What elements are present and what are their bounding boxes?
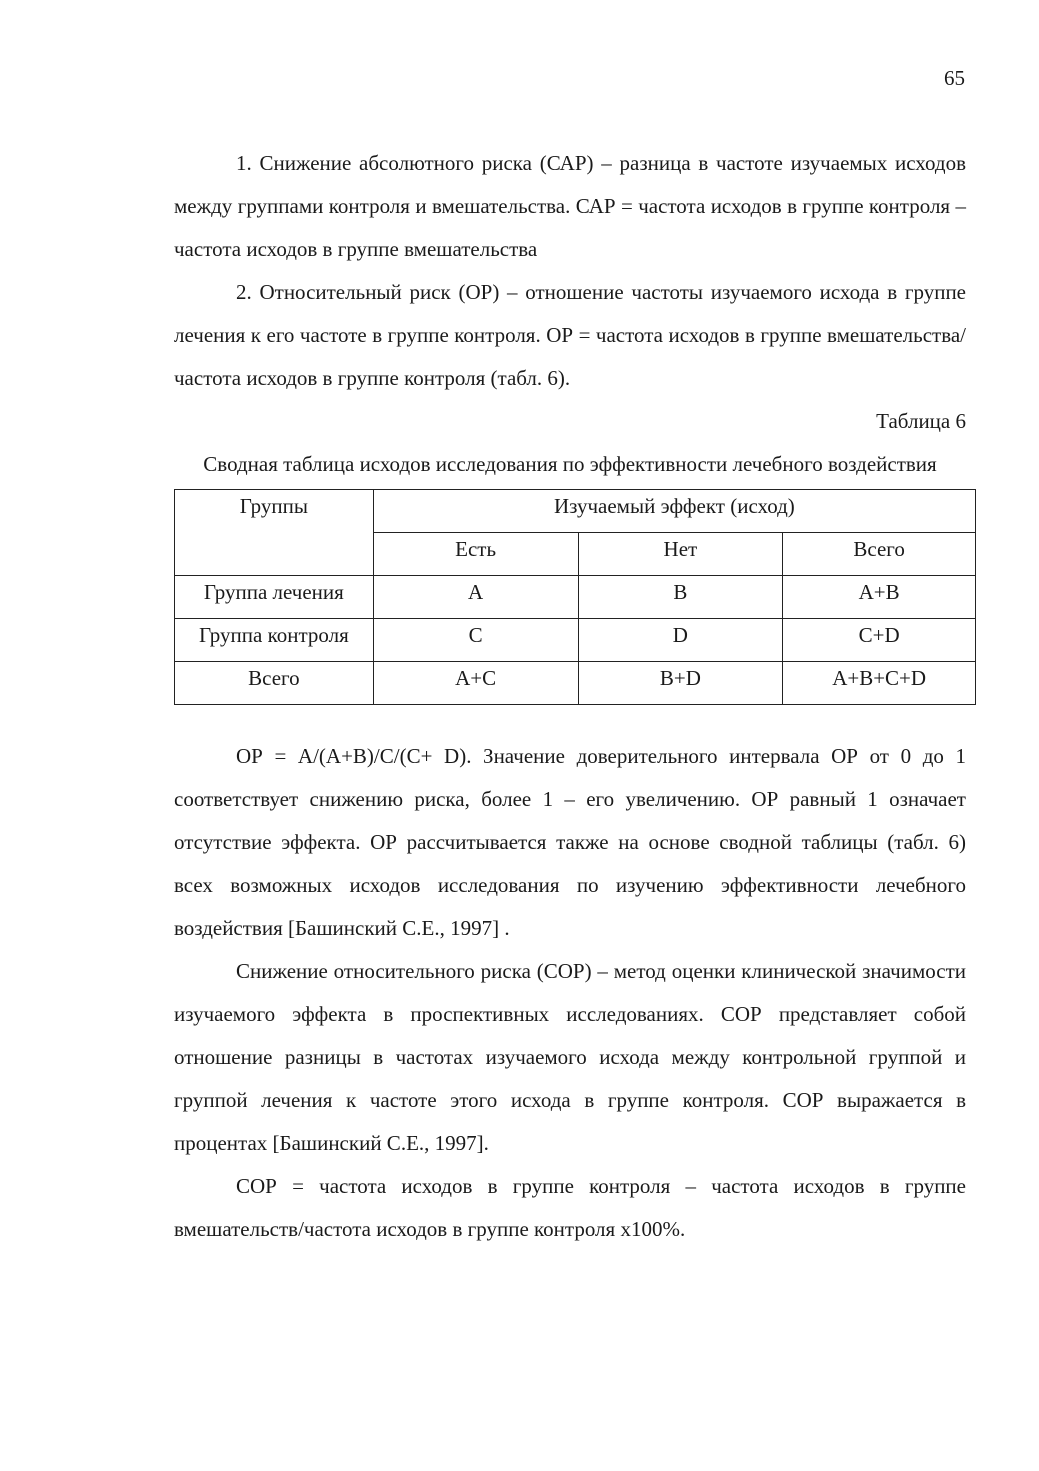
row-group-label: Группа контроля (175, 619, 374, 662)
table-row (175, 576, 976, 619)
header-no: Нет (578, 533, 783, 576)
cell-yes: A+C (373, 662, 578, 705)
page-number: 65 (944, 66, 965, 90)
table-title: Сводная таблица исходов исследования по эффективности лечебного воздействия (203, 452, 937, 476)
cell-no: D (578, 619, 783, 662)
cell-total: A+B (783, 576, 976, 619)
cell-total: A+B+C+D (783, 662, 976, 705)
document-body (174, 142, 966, 1251)
outcomes-table (174, 489, 976, 705)
paragraph-relative-risk: 2. Относительный риск (ОР) – отношение частоты изучаемого исхода в группе лечения к его частоте в группе контроля. ОР = частота исходов в группе вмешательства/частота исходов в группе контроля (табл. 6). (174, 280, 966, 390)
row-group-label: Группа лечения (175, 576, 374, 619)
table-row (175, 619, 976, 662)
header-studied-effect: Изучаемый эффект (исход) (373, 490, 975, 533)
cell-total: C+D (783, 619, 976, 662)
cell-no: B+D (578, 662, 783, 705)
cell-no: B (578, 576, 783, 619)
header-yes: Есть (373, 533, 578, 576)
table-label: Таблица 6 (876, 409, 966, 433)
header-total: Всего (783, 533, 976, 576)
paragraph-relative-risk-reduction: Снижение относительного риска (СОР) – метод оценки клинической значимости изучаемого эффекта в проспективных исследованиях. СОР представляет собой отношение разницы в частотах изучаемого исхода между контрольной группой и группой лечения к частоте этого исхода в группе контроля. СОР выражается в процентах [Башинский С.Е., 1997]. (174, 959, 966, 1155)
header-groups: Группы (175, 490, 374, 576)
table-header-row (175, 490, 976, 533)
row-group-label: Всего (175, 662, 374, 705)
paragraph-rr-formula: ОР = A/(A+B)/C/(C+ D). Значение доверительного интервала ОР от 0 до 1 соответствует снижению риска, более 1 – его увеличению. ОР равный 1 означает отсутствие эффекта. ОР рассчитывается также на основе сводной таблицы (табл. 6) всех возможных исходов исследования по изучению эффективности лечебного воздействия [Башинский С.Е., 1997] . (174, 744, 966, 940)
cell-yes: A (373, 576, 578, 619)
paragraph-rrr-formula: СОР = частота исходов в группе контроля – частота исходов в группе вмешательств/частота исходов в группе контроля х100%. (174, 1174, 966, 1241)
table-row (175, 662, 976, 705)
cell-yes: C (373, 619, 578, 662)
paragraph-absolute-risk-reduction: 1. Снижение абсолютного риска (САР) – разница в частоте изучаемых исходов между группами контроля и вмешательства. САР = частота исходов в группе контроля – частота исходов в группе вмешательства (174, 151, 966, 261)
